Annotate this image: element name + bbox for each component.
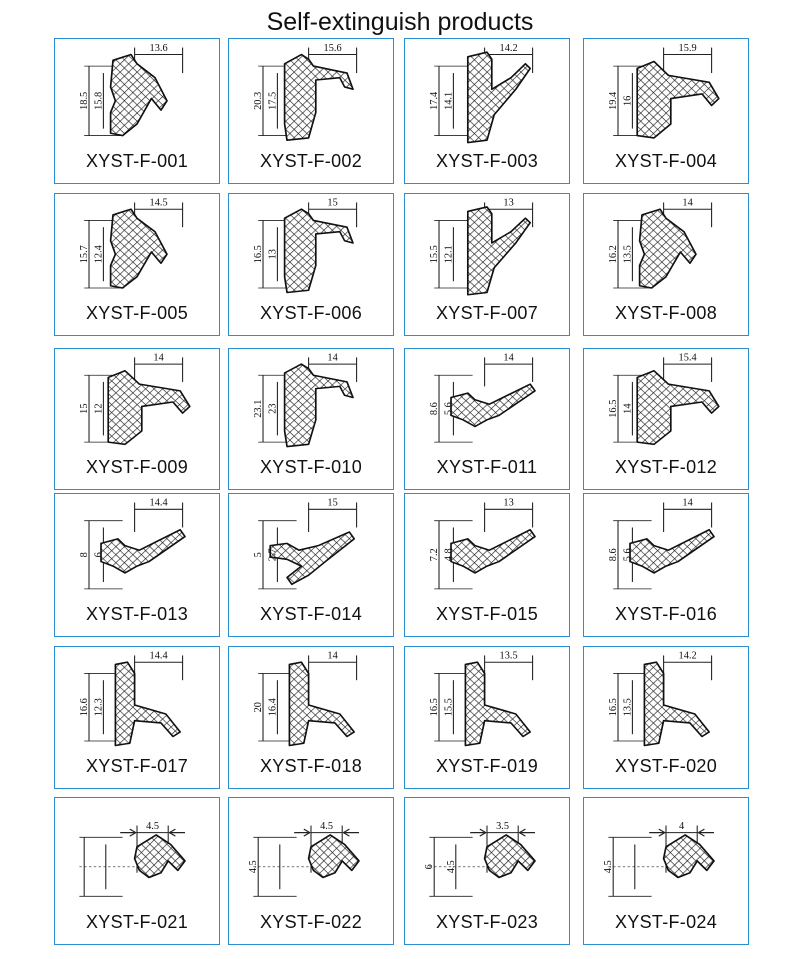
width-dimension-label: 3.5 [496, 820, 510, 832]
product-card [54, 797, 220, 945]
width-dimension-label: 13 [503, 497, 514, 509]
inner-height-dimension-label: 12.3 [93, 698, 105, 717]
width-dimension-label: 14.5 [149, 197, 168, 209]
width-dimension-label: 14 [682, 497, 693, 509]
product-card [583, 797, 749, 945]
height-dimension-label: 8.6 [429, 402, 441, 416]
product-card [228, 348, 394, 490]
height-dimension-label: 4.5 [248, 860, 260, 874]
product-card [228, 38, 394, 184]
inner-height-dimension-label: 13.5 [622, 698, 634, 717]
product-card [228, 646, 394, 789]
inner-height-dimension-label: 16 [622, 95, 634, 107]
product-code: XYST-F-016 [614, 604, 718, 624]
inner-height-dimension-label: 5.6 [622, 548, 634, 562]
product-card [54, 646, 220, 789]
page-title: Self-extinguish products [266, 8, 534, 36]
height-dimension-label: 16.6 [79, 698, 91, 717]
product-code: XYST-F-014 [259, 604, 363, 624]
product-code: XYST-F-003 [435, 151, 539, 171]
product-code: XYST-F-006 [259, 303, 363, 323]
inner-height-dimension-label: 15.5 [443, 698, 455, 717]
product-code: XYST-F-018 [259, 756, 363, 776]
product-code: XYST-F-009 [85, 457, 189, 477]
product-code: XYST-F-021 [85, 912, 189, 932]
width-dimension-label: 14.2 [499, 42, 518, 54]
width-dimension-label: 14 [327, 352, 338, 364]
height-dimension-label: 4.5 [603, 860, 615, 874]
inner-height-dimension-label: 6 [93, 552, 105, 558]
product-card [583, 38, 749, 184]
product-card [404, 193, 570, 336]
height-dimension-label: 15.7 [79, 245, 91, 264]
product-code: XYST-F-005 [85, 303, 189, 323]
inner-height-dimension-label: 15.8 [93, 91, 105, 110]
inner-height-dimension-label: 12.1 [443, 245, 455, 264]
width-dimension-label: 14.2 [678, 650, 697, 662]
product-card [228, 193, 394, 336]
width-dimension-label: 14 [327, 650, 338, 662]
width-dimension-label: 15.9 [678, 42, 697, 54]
product-card [404, 348, 570, 490]
width-dimension-label: 14 [153, 352, 164, 364]
product-code: XYST-F-013 [85, 604, 189, 624]
height-dimension-label: 8.6 [608, 548, 620, 562]
width-dimension-label: 14.4 [149, 497, 168, 509]
width-dimension-label: 13 [503, 197, 514, 209]
height-dimension-label: 15 [79, 403, 91, 414]
inner-height-dimension-label: 23 [267, 403, 279, 414]
width-dimension-label: 14 [503, 352, 514, 364]
width-dimension-label: 15 [327, 497, 338, 509]
inner-height-dimension-label: 2.7 [267, 548, 279, 562]
product-card [404, 797, 570, 945]
product-card [583, 646, 749, 789]
width-dimension-label: 13.6 [149, 42, 168, 54]
height-dimension-label: 20 [253, 702, 265, 713]
inner-height-dimension-label: 4.5 [445, 860, 457, 874]
width-dimension-label: 4 [679, 820, 685, 832]
inner-height-dimension-label: 13.5 [622, 245, 634, 264]
height-dimension-label: 8 [79, 552, 91, 558]
product-code: XYST-F-011 [436, 457, 538, 477]
product-card [54, 493, 220, 637]
width-dimension-label: 15.4 [678, 352, 697, 364]
width-dimension-label: 14.4 [149, 650, 168, 662]
product-code: XYST-F-020 [614, 756, 718, 776]
product-card [404, 646, 570, 789]
product-card [583, 493, 749, 637]
inner-height-dimension-label: 17.5 [267, 91, 279, 110]
product-card [228, 493, 394, 637]
width-dimension-label: 4.5 [320, 820, 334, 832]
product-card [404, 38, 570, 184]
height-dimension-label: 16.5 [429, 698, 441, 717]
height-dimension-label: 20.3 [253, 91, 265, 110]
inner-height-dimension-label: 13 [267, 249, 279, 260]
product-code: XYST-F-019 [435, 756, 539, 776]
product-code: XYST-F-022 [259, 912, 363, 932]
height-dimension-label: 18.5 [79, 91, 91, 110]
height-dimension-label: 6 [424, 864, 436, 870]
product-code: XYST-F-008 [614, 303, 718, 323]
height-dimension-label: 15.5 [429, 245, 441, 264]
product-code: XYST-F-015 [435, 604, 539, 624]
product-card [54, 193, 220, 336]
product-card [228, 797, 394, 945]
product-code: XYST-F-012 [614, 457, 718, 477]
height-dimension-label: 17.4 [429, 91, 441, 110]
product-card [54, 348, 220, 490]
height-dimension-label: 16.5 [608, 698, 620, 717]
height-dimension-label: 16.5 [253, 245, 265, 264]
width-dimension-label: 15 [327, 197, 338, 209]
product-code: XYST-F-024 [614, 912, 718, 932]
product-code: XYST-F-001 [85, 151, 189, 171]
inner-height-dimension-label: 4.8 [443, 548, 455, 562]
product-code: XYST-F-017 [85, 756, 189, 776]
inner-height-dimension-label: 14 [622, 403, 634, 414]
height-dimension-label: 5 [253, 552, 265, 558]
height-dimension-label: 16.5 [608, 399, 620, 418]
product-card [583, 193, 749, 336]
height-dimension-label: 16.2 [608, 245, 620, 264]
width-dimension-label: 4.5 [146, 820, 160, 832]
product-card [54, 38, 220, 184]
product-card [583, 348, 749, 490]
width-dimension-label: 13.5 [499, 650, 518, 662]
inner-height-dimension-label: 16.4 [267, 698, 279, 717]
height-dimension-label: 23.1 [253, 399, 265, 418]
product-code: XYST-F-002 [259, 151, 363, 171]
product-code: XYST-F-004 [614, 151, 718, 171]
width-dimension-label: 15.6 [323, 42, 342, 54]
product-card [404, 493, 570, 637]
height-dimension-label: 7.2 [429, 548, 441, 562]
inner-height-dimension-label: 12 [93, 403, 105, 414]
inner-height-dimension-label: 12.4 [93, 245, 105, 264]
product-code: XYST-F-007 [435, 303, 539, 323]
height-dimension-label: 19.4 [608, 91, 620, 110]
inner-height-dimension-label: 14.1 [443, 91, 455, 110]
product-code: XYST-F-010 [259, 457, 363, 477]
product-code: XYST-F-023 [435, 912, 539, 932]
inner-height-dimension-label: 5.6 [443, 402, 455, 416]
width-dimension-label: 14 [682, 197, 693, 209]
